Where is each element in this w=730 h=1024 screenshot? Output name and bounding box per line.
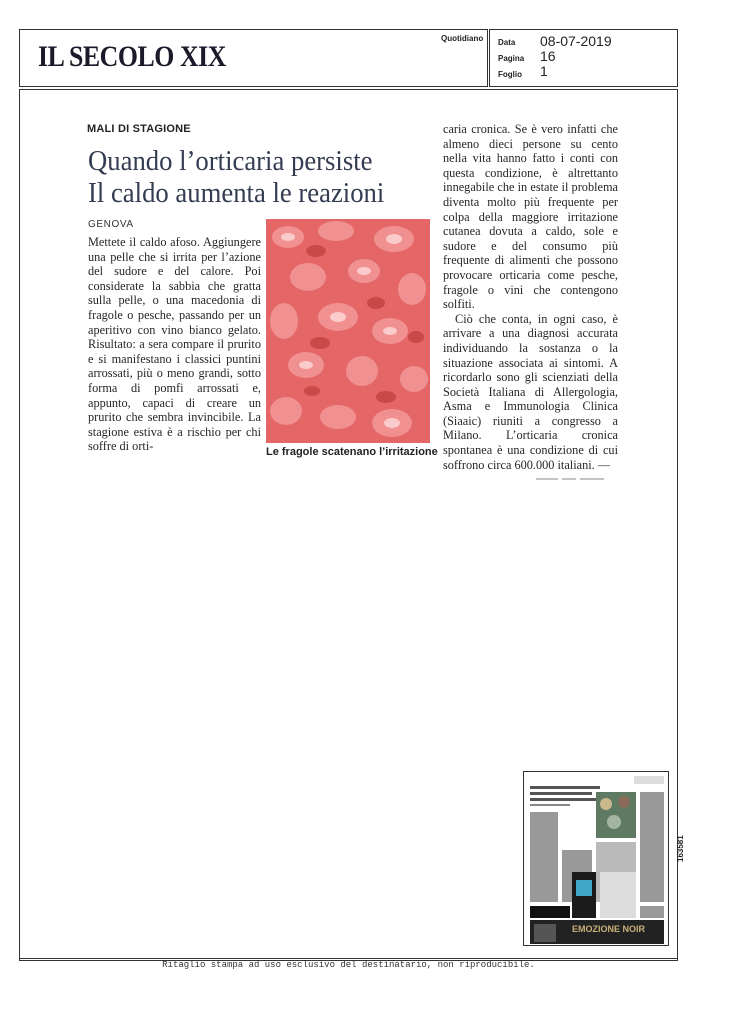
footer-disclaimer: Ritaglio stampa ad uso esclusivo del destinatario, non riproducibile.	[162, 960, 535, 970]
page-thumbnail	[523, 771, 669, 946]
page-value: 16	[540, 48, 556, 64]
article-paragraph: caria cronica. Se è vero infatti che almeno dieci persone su cento nella vita hanno fatto i conti con questa condizione, è altrettanto innegabile che in estate il problema diventa molto più frequente per colpa della maggiore irritazione cutanea dovuta a caldo, sole e sudore e del consumo più frequente di alimenti che possono provocare orticaria come pesche, fragole o vini che contengono solfiti.	[443, 122, 618, 312]
headline-line-1: Quando l’orticaria persiste	[88, 145, 373, 177]
article-column-1	[88, 235, 261, 454]
publication-type-label: Quotidiano	[441, 34, 484, 43]
article-paragraph: Ciò che conta, in ogni caso, è arrivare a una diagnosi accurata individuando la sostanza o la situazione associata ai sintomi. A ricordarlo sono gli scienziati della Società Italiana di Allergologia, Asma e Immunologia Clinica (Siaaic) riuniti a congresso a Milano. L’orticaria cronica spontanea è una condizione di cui soffrono circa 600.000 italiani. —	[443, 311, 618, 472]
article-paragraph: Mettete il caldo afoso. Aggiungere una pelle che si irrita per l’azione del sudore e del calore. Poi considerate la sabbia che gratta sulla pelle, o una macedonia di fragole o pesche, passando per un aperitivo con vino bianco gelato. Risultato: a sera compare il prurito e si manifestano i classici puntini arrossati, più o meno grandi, sotto forma di pomfi arrossati e, appunto, capaci di creare un prurito che sembra invincibile. La stagione estiva è a rischio per chi soffre di orti-	[88, 235, 261, 454]
thumbnail-banner-text: EMOZIONE NOIR	[572, 924, 646, 934]
author-signature	[536, 476, 606, 484]
sheet-value: 1	[540, 63, 548, 79]
sheet-label: Foglio	[498, 70, 522, 79]
headline-line-2: Il caldo aumenta le reazioni	[88, 177, 385, 209]
page-thumbnail-illustration	[524, 772, 669, 946]
article-kicker: MALI DI STAGIONE	[87, 123, 191, 135]
strawberries-illustration	[266, 219, 430, 443]
strawberries-photo	[266, 219, 430, 443]
page-label: Pagina	[498, 54, 525, 63]
date-value: 08-07-2019	[540, 33, 612, 49]
date-label: Data	[498, 38, 516, 47]
photo-caption: Le fragole scatenano l’irritazione	[266, 446, 438, 458]
footer-rule	[19, 958, 678, 959]
publication-logo: IL SECOLO XIX	[38, 40, 226, 73]
side-document-code: 163581	[676, 835, 685, 862]
article-dateline: GENOVA	[88, 219, 134, 230]
article-column-3	[443, 122, 618, 472]
